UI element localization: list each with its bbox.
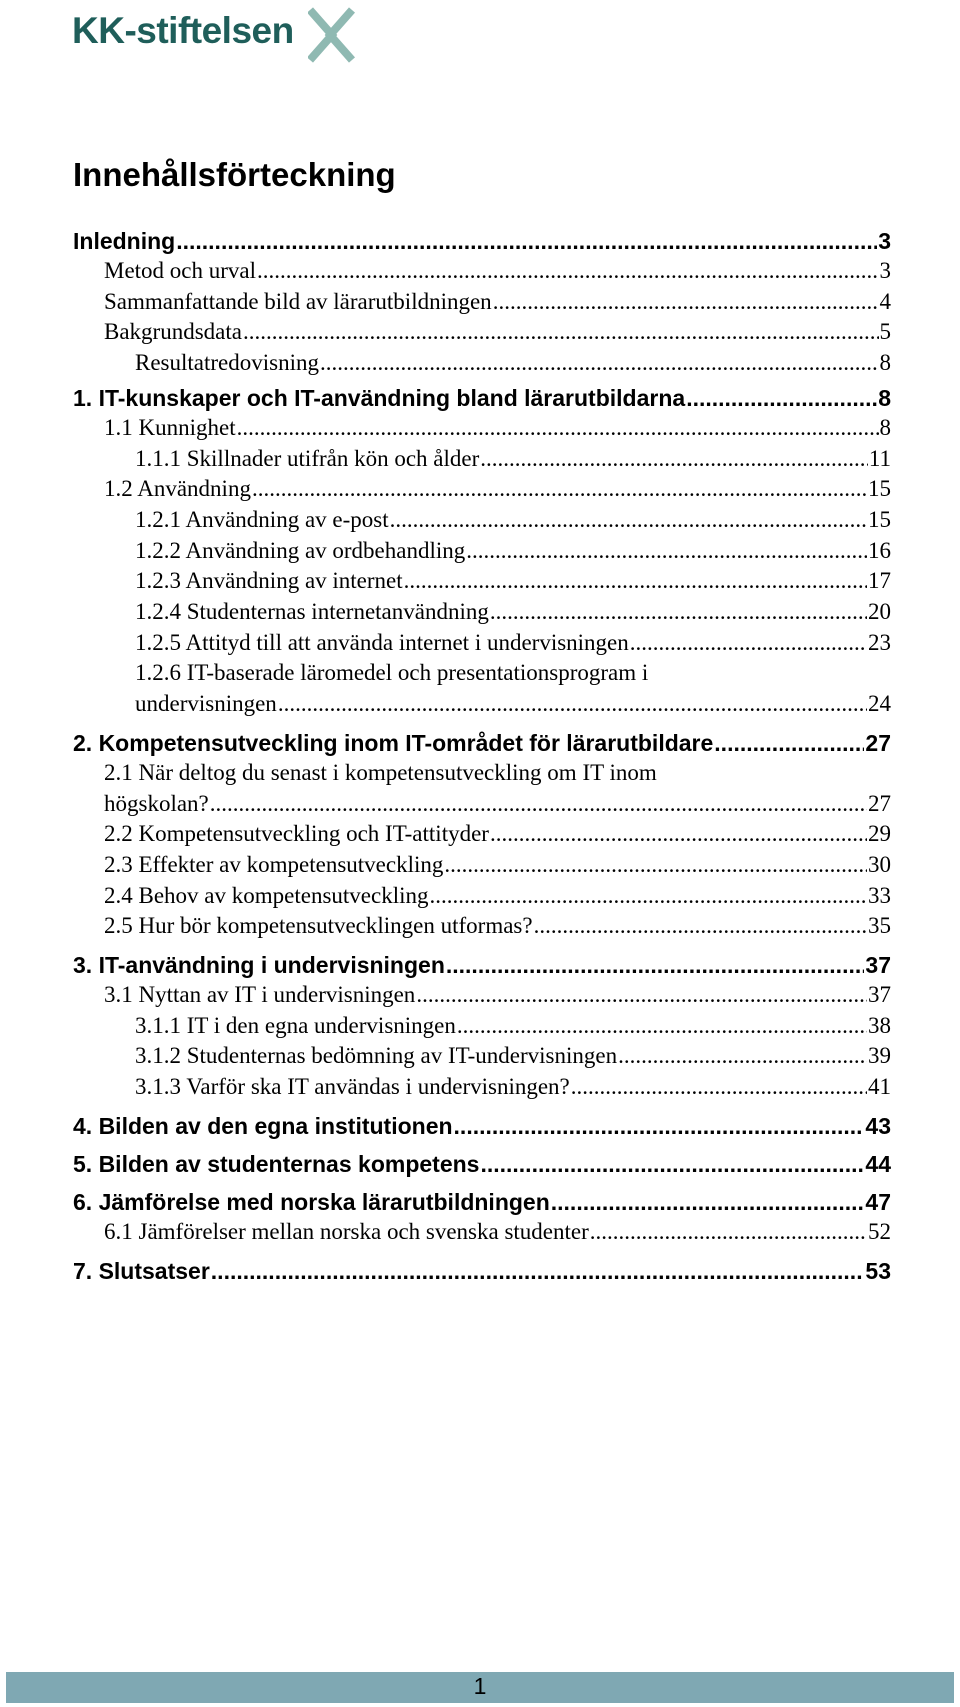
- toc-entry-page: 24: [868, 691, 891, 717]
- toc-entry-label: Sammanfattande bild av lärarutbildningen: [104, 288, 492, 314]
- toc-entry-page: 15: [868, 476, 891, 502]
- toc-entry[interactable]: [73, 1217, 891, 1248]
- toc-entry-page: 11: [868, 445, 891, 471]
- toc-entry[interactable]: [73, 1187, 891, 1217]
- toc-entry-page: 27: [865, 729, 891, 756]
- toc-entry-label: 2.4 Behov av kompetensutveckling: [104, 882, 429, 908]
- toc-entry-page: 29: [868, 821, 891, 847]
- toc-entry-label: 4. Bilden av den egna institutionen: [73, 1112, 453, 1139]
- toc-entry[interactable]: [73, 789, 891, 820]
- toc-entry-label: 2. Kompetensutveckling inom IT-området för lärarutbildare: [73, 729, 714, 756]
- toc-entry[interactable]: [73, 256, 891, 287]
- toc-entry[interactable]: [73, 950, 891, 980]
- toc-entry-page: 23: [868, 629, 891, 655]
- toc-entry[interactable]: [73, 287, 891, 318]
- toc-entry-page: 39: [868, 1043, 891, 1069]
- toc-leader: [404, 566, 867, 597]
- toc-leader: [446, 950, 865, 980]
- page-number: 1: [473, 1673, 487, 1699]
- toc-leader: [278, 689, 867, 720]
- toc-entry-label: 1.2.3 Användning av internet: [135, 568, 403, 594]
- toc-entry-label: 1. IT-kunskaper och IT-användning bland lärarutbildarna: [73, 384, 686, 411]
- toc-leader: [466, 536, 867, 567]
- table-of-contents: [73, 226, 891, 1286]
- toc-entry-page: 8: [878, 384, 891, 411]
- toc-entry-page: 5: [879, 319, 891, 345]
- toc-entry-page: 35: [868, 913, 891, 939]
- toc-entry-label: 2.5 Hur bör kompetensutvecklingen utformas?: [104, 913, 533, 939]
- toc-leader: [454, 1111, 865, 1141]
- toc-entry-page: 38: [868, 1012, 891, 1038]
- toc-entry-page: 17: [868, 568, 891, 594]
- toc-entry-label: 1.2.1 Användning av e-post: [135, 506, 389, 532]
- toc-entry[interactable]: [73, 474, 891, 505]
- toc-leader: [210, 789, 867, 820]
- toc-entry-label: Inledning: [73, 228, 176, 254]
- toc-leader: [390, 505, 867, 536]
- toc-entry[interactable]: [73, 226, 891, 256]
- toc-entry[interactable]: [73, 980, 891, 1011]
- toc-entry[interactable]: [73, 881, 891, 912]
- toc-entry-page: 44: [865, 1150, 891, 1177]
- toc-leader: [490, 597, 867, 628]
- toc-entry-label: Bakgrundsdata: [104, 319, 242, 345]
- toc-entry-label: 6.1 Jämförelser mellan norska och svenska studenter: [104, 1218, 589, 1244]
- toc-entry-label: 6. Jämförelse med norska lärarutbildningen: [73, 1188, 550, 1215]
- toc-entry-page: 16: [868, 537, 891, 563]
- toc-entry[interactable]: [73, 628, 891, 659]
- toc-entry-page: 27: [868, 790, 891, 816]
- brand-logo: [72, 6, 402, 66]
- toc-leader: [257, 256, 878, 287]
- toc-entry-label: 1.2.2 Användning av ordbehandling: [135, 537, 466, 563]
- toc-leader: [457, 1011, 867, 1042]
- toc-entry-page: 47: [865, 1188, 891, 1215]
- toc-entry[interactable]: [73, 1041, 891, 1072]
- toc-leader: [590, 1217, 867, 1248]
- toc-entry-page: 8: [879, 350, 891, 376]
- toc-leader: [534, 911, 867, 942]
- toc-entry[interactable]: [73, 317, 891, 348]
- toc-entry-label: 3. IT-användning i undervisningen: [73, 952, 445, 979]
- toc-entry-page: 3: [878, 228, 891, 254]
- toc-entry[interactable]: [73, 911, 891, 942]
- toc-entry-page: 37: [868, 982, 891, 1008]
- toc-entry-label: 1.1.1 Skillnader utifrån kön och ålder: [135, 445, 480, 471]
- toc-entry-label: Resultatredovisning: [135, 350, 319, 376]
- toc-entry-label: 1.2.5 Attityd till att använda internet i undervisningen: [135, 629, 629, 655]
- toc-leader: [237, 413, 879, 444]
- toc-entry[interactable]: [73, 348, 891, 379]
- toc-entry-label: Metod och urval: [104, 258, 257, 283]
- toc-entry-label: 3.1.3 Varför ska IT användas i undervisningen?: [135, 1074, 570, 1100]
- toc-leader: [320, 348, 879, 379]
- toc-leader: [630, 628, 867, 659]
- toc-entry-page: 30: [868, 851, 891, 877]
- toc-leader: [480, 444, 868, 475]
- toc-entry[interactable]: [73, 536, 891, 567]
- toc-entry-label: 3.1.2 Studenternas bedömning av IT-undervisningen: [135, 1043, 618, 1069]
- toc-leader: [493, 287, 879, 318]
- toc-entry[interactable]: [73, 819, 891, 850]
- toc-entry[interactable]: [73, 1111, 891, 1141]
- toc-entry-continuation: högskolan?: [104, 790, 209, 816]
- toc-leader: [444, 850, 867, 881]
- toc-leader: [252, 474, 867, 505]
- toc-entry-label: 3.1.1 IT i den egna undervisningen: [135, 1012, 456, 1038]
- brand-name: KK-stiftelsen: [72, 10, 294, 51]
- toc-entry[interactable]: [73, 597, 891, 628]
- toc-entry-label: 5. Bilden av studenternas kompetens: [73, 1150, 480, 1177]
- toc-entry-label: 2.3 Effekter av kompetensutveckling: [104, 851, 444, 877]
- toc-entry-page: 4: [879, 288, 891, 314]
- toc-entry-label: 3.1 Nyttan av IT i undervisningen: [104, 982, 416, 1008]
- toc-entry-label: 7. Slutsatser: [73, 1257, 210, 1284]
- toc-entry[interactable]: [73, 1256, 891, 1286]
- toc-entry-label: 1.2.4 Studenternas internetanvändning: [135, 599, 489, 625]
- toc-entry-first-line[interactable]: 1.2.6 IT-baserade läromedel och presentationsprogram i: [135, 660, 649, 686]
- toc-entry[interactable]: [73, 728, 891, 758]
- brand-chevrons-icon: [308, 6, 398, 64]
- toc-entry-label: 1.2 Användning: [104, 476, 251, 502]
- toc-entry[interactable]: [73, 1149, 891, 1179]
- toc-entry-page: 52: [868, 1218, 891, 1244]
- toc-entry[interactable]: [73, 689, 891, 720]
- toc-leader: [618, 1041, 867, 1072]
- toc-entry-page: 53: [865, 1257, 891, 1284]
- toc-entry[interactable]: [73, 383, 891, 413]
- toc-entry[interactable]: [73, 566, 891, 597]
- toc-leader: [551, 1187, 865, 1217]
- toc-leader: [176, 226, 877, 256]
- toc-leader: [490, 819, 867, 850]
- page-title: Innehållsförteckning: [73, 156, 396, 193]
- toc-entry[interactable]: [73, 505, 891, 536]
- toc-entry-page: 41: [868, 1074, 891, 1100]
- toc-entry-page: 37: [865, 952, 891, 979]
- toc-entry[interactable]: [73, 1011, 891, 1042]
- toc-entry-page: 20: [868, 599, 891, 625]
- toc-entry-continuation: undervisningen: [135, 691, 277, 717]
- toc-leader: [480, 1149, 864, 1179]
- toc-leader: [416, 980, 867, 1011]
- toc-entry-first-line[interactable]: 2.1 När deltog du senast i kompetensutveckling om IT inom: [104, 759, 657, 785]
- toc-entry-page: 43: [865, 1112, 891, 1139]
- toc-leader: [714, 728, 864, 758]
- toc-leader: [430, 881, 868, 912]
- toc-leader: [686, 383, 877, 413]
- toc-entry[interactable]: [73, 1072, 891, 1103]
- toc-entry-label: 1.1 Kunnighet: [104, 414, 236, 440]
- toc-entry-label: 2.2 Kompetensutveckling och IT-attityder: [104, 821, 489, 847]
- toc-entry-page: 3: [879, 258, 891, 283]
- toc-entry-page: 8: [879, 414, 891, 440]
- toc-entry[interactable]: [73, 850, 891, 881]
- toc-entry[interactable]: [73, 444, 891, 475]
- toc-entry-page: 15: [868, 506, 891, 532]
- toc-leader: [243, 317, 879, 348]
- toc-entry[interactable]: [73, 413, 891, 444]
- toc-leader: [571, 1072, 867, 1103]
- toc-entry-page: 33: [868, 882, 891, 908]
- toc-leader: [211, 1256, 865, 1286]
